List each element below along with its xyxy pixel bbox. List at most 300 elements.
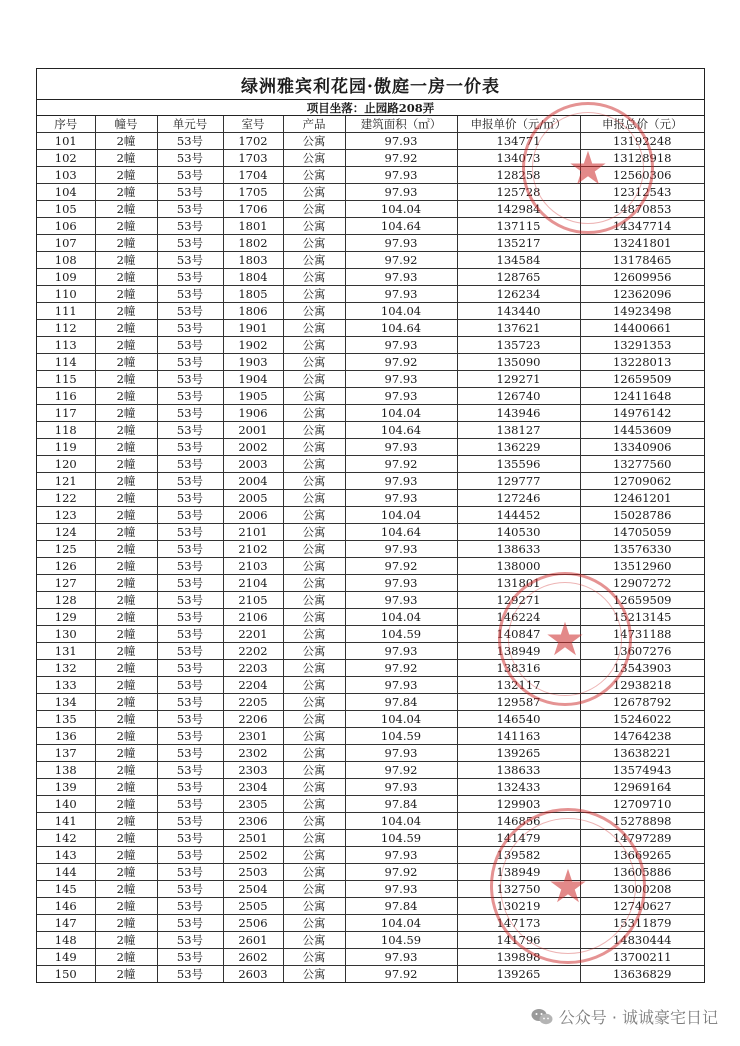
cell-index: 128: [37, 592, 95, 609]
cell-building: 2幢: [95, 677, 157, 694]
cell-area: 97.93: [345, 847, 457, 864]
cell-index: 133: [37, 677, 95, 694]
cell-product: 公寓: [283, 677, 345, 694]
cell-total-price: 15246022: [580, 711, 704, 728]
cell-building: 2幢: [95, 643, 157, 660]
cell-index: 150: [37, 966, 95, 983]
cell-index: 125: [37, 541, 95, 558]
cell-total-price: 14976142: [580, 405, 704, 422]
cell-building: 2幢: [95, 473, 157, 490]
cell-room: 1703: [223, 150, 283, 167]
cell-total-price: 12969164: [580, 779, 704, 796]
cell-building: 2幢: [95, 898, 157, 915]
cell-unit-price: 143440: [457, 303, 580, 320]
footer-watermark: [531, 1005, 718, 1028]
cell-unit: 53号: [157, 728, 223, 745]
cell-product: 公寓: [283, 779, 345, 796]
cell-unit: 53号: [157, 643, 223, 660]
cell-area: 97.92: [345, 252, 457, 269]
cell-room: 1804: [223, 269, 283, 286]
cell-area: 97.93: [345, 167, 457, 184]
cell-unit-price: 135217: [457, 235, 580, 252]
cell-building: 2幢: [95, 235, 157, 252]
cell-unit-price: 136229: [457, 439, 580, 456]
cell-product: 公寓: [283, 609, 345, 626]
cell-total-price: 13241801: [580, 235, 704, 252]
table-row: [37, 626, 704, 643]
cell-area: 97.92: [345, 864, 457, 881]
cell-unit-price: 139582: [457, 847, 580, 864]
cell-total-price: 12659509: [580, 592, 704, 609]
table-row: [37, 694, 704, 711]
cell-product: 公寓: [283, 830, 345, 847]
cell-unit-price: 138949: [457, 643, 580, 660]
cell-index: 109: [37, 269, 95, 286]
cell-unit-price: 127246: [457, 490, 580, 507]
cell-room: 1702: [223, 133, 283, 150]
cell-building: 2幢: [95, 626, 157, 643]
cell-building: 2幢: [95, 439, 157, 456]
table-row: [37, 388, 704, 405]
cell-area: 97.93: [345, 949, 457, 966]
cell-unit: 53号: [157, 575, 223, 592]
cell-unit-price: 138127: [457, 422, 580, 439]
table-row: [37, 167, 704, 184]
table-row: [37, 422, 704, 439]
cell-room: 2205: [223, 694, 283, 711]
cell-building: 2幢: [95, 320, 157, 337]
cell-area: 97.92: [345, 762, 457, 779]
table-row: [37, 609, 704, 626]
cell-product: 公寓: [283, 694, 345, 711]
cell-index: 147: [37, 915, 95, 932]
cell-index: 123: [37, 507, 95, 524]
cell-building: 2幢: [95, 813, 157, 830]
cell-unit: 53号: [157, 966, 223, 983]
cell-unit: 53号: [157, 541, 223, 558]
cell-area: 97.93: [345, 643, 457, 660]
cell-building: 2幢: [95, 507, 157, 524]
cell-unit-price: 141796: [457, 932, 580, 949]
cell-total-price: 14705059: [580, 524, 704, 541]
table-row: [37, 592, 704, 609]
cell-unit-price: 137115: [457, 218, 580, 235]
cell-area: 104.64: [345, 218, 457, 235]
table-header-row: [37, 116, 704, 133]
cell-room: 2505: [223, 898, 283, 915]
cell-unit: 53号: [157, 609, 223, 626]
cell-total-price: 12312543: [580, 184, 704, 201]
cell-unit-price: 135723: [457, 337, 580, 354]
cell-unit: 53号: [157, 813, 223, 830]
cell-building: 2幢: [95, 830, 157, 847]
cell-product: 公寓: [283, 507, 345, 524]
cell-room: 2003: [223, 456, 283, 473]
cell-product: 公寓: [283, 796, 345, 813]
cell-total-price: 14764238: [580, 728, 704, 745]
cell-index: 107: [37, 235, 95, 252]
cell-room: 1704: [223, 167, 283, 184]
cell-building: 2幢: [95, 575, 157, 592]
cell-area: 97.93: [345, 337, 457, 354]
cell-unit-price: 134584: [457, 252, 580, 269]
cell-building: 2幢: [95, 456, 157, 473]
cell-total-price: 14870853: [580, 201, 704, 218]
table-row: [37, 133, 704, 150]
cell-total-price: 12411648: [580, 388, 704, 405]
cell-area: 104.04: [345, 813, 457, 830]
cell-room: 2004: [223, 473, 283, 490]
cell-room: 2201: [223, 626, 283, 643]
cell-unit-price: 138633: [457, 762, 580, 779]
table-row: [37, 303, 704, 320]
cell-total-price: 13192248: [580, 133, 704, 150]
table-row: [37, 320, 704, 337]
cell-building: 2幢: [95, 490, 157, 507]
cell-index: 143: [37, 847, 95, 864]
table-row: [37, 337, 704, 354]
price-table: [37, 116, 704, 982]
cell-room: 1905: [223, 388, 283, 405]
table-row: [37, 847, 704, 864]
cell-room: 1803: [223, 252, 283, 269]
cell-total-price: 13576330: [580, 541, 704, 558]
cell-building: 2幢: [95, 779, 157, 796]
cell-unit: 53号: [157, 490, 223, 507]
header-unit: 单元号: [157, 116, 223, 133]
cell-building: 2幢: [95, 558, 157, 575]
cell-building: 2幢: [95, 252, 157, 269]
cell-index: 103: [37, 167, 95, 184]
project-location: 项目坐落：止园路208弄: [37, 100, 704, 116]
cell-area: 97.93: [345, 881, 457, 898]
cell-product: 公寓: [283, 371, 345, 388]
cell-room: 1705: [223, 184, 283, 201]
cell-unit-price: 129587: [457, 694, 580, 711]
table-row: [37, 473, 704, 490]
cell-building: 2幢: [95, 303, 157, 320]
cell-building: 2幢: [95, 864, 157, 881]
table-row: [37, 643, 704, 660]
cell-index: 132: [37, 660, 95, 677]
cell-area: 97.92: [345, 558, 457, 575]
cell-index: 106: [37, 218, 95, 235]
cell-index: 126: [37, 558, 95, 575]
cell-total-price: 12659509: [580, 371, 704, 388]
star-icon: ★: [547, 859, 589, 913]
cell-total-price: 12560306: [580, 167, 704, 184]
cell-product: 公寓: [283, 847, 345, 864]
cell-total-price: 12709062: [580, 473, 704, 490]
table-row: [37, 779, 704, 796]
cell-product: 公寓: [283, 405, 345, 422]
cell-product: 公寓: [283, 167, 345, 184]
cell-area: 97.93: [345, 575, 457, 592]
cell-index: 121: [37, 473, 95, 490]
price-sheet: [36, 68, 705, 983]
cell-total-price: 13607276: [580, 643, 704, 660]
cell-total-price: 12678792: [580, 694, 704, 711]
cell-area: 97.92: [345, 966, 457, 983]
table-row: [37, 456, 704, 473]
cell-total-price: 13291353: [580, 337, 704, 354]
cell-total-price: 13512960: [580, 558, 704, 575]
cell-area: 104.04: [345, 609, 457, 626]
cell-unit: 53号: [157, 660, 223, 677]
cell-total-price: 14923498: [580, 303, 704, 320]
table-row: [37, 405, 704, 422]
cell-room: 2001: [223, 422, 283, 439]
cell-unit-price: 125728: [457, 184, 580, 201]
cell-unit-price: 139265: [457, 966, 580, 983]
cell-building: 2幢: [95, 694, 157, 711]
table-row: [37, 864, 704, 881]
header-index: 序号: [37, 116, 95, 133]
cell-total-price: 15028786: [580, 507, 704, 524]
cell-building: 2幢: [95, 184, 157, 201]
cell-product: 公寓: [283, 711, 345, 728]
cell-building: 2幢: [95, 422, 157, 439]
cell-product: 公寓: [283, 388, 345, 405]
cell-room: 2504: [223, 881, 283, 898]
table-row: [37, 490, 704, 507]
cell-product: 公寓: [283, 235, 345, 252]
cell-unit: 53号: [157, 150, 223, 167]
cell-unit-price: 138633: [457, 541, 580, 558]
cell-total-price: 13605886: [580, 864, 704, 881]
cell-building: 2幢: [95, 592, 157, 609]
cell-room: 2202: [223, 643, 283, 660]
cell-unit-price: 146224: [457, 609, 580, 626]
cell-index: 110: [37, 286, 95, 303]
cell-unit: 53号: [157, 269, 223, 286]
cell-index: 113: [37, 337, 95, 354]
cell-product: 公寓: [283, 524, 345, 541]
cell-total-price: 13178465: [580, 252, 704, 269]
cell-building: 2幢: [95, 133, 157, 150]
table-row: [37, 932, 704, 949]
cell-unit-price: 130219: [457, 898, 580, 915]
cell-product: 公寓: [283, 864, 345, 881]
cell-area: 97.93: [345, 133, 457, 150]
table-row: [37, 796, 704, 813]
cell-area: 97.93: [345, 473, 457, 490]
cell-unit: 53号: [157, 881, 223, 898]
cell-unit-price: 139898: [457, 949, 580, 966]
cell-product: 公寓: [283, 949, 345, 966]
cell-area: 97.93: [345, 779, 457, 796]
cell-area: 97.92: [345, 150, 457, 167]
cell-room: 2601: [223, 932, 283, 949]
cell-room: 2501: [223, 830, 283, 847]
cell-room: 1906: [223, 405, 283, 422]
cell-unit: 53号: [157, 388, 223, 405]
table-row: [37, 235, 704, 252]
cell-product: 公寓: [283, 269, 345, 286]
table-row: [37, 711, 704, 728]
cell-product: 公寓: [283, 966, 345, 983]
cell-product: 公寓: [283, 354, 345, 371]
cell-index: 144: [37, 864, 95, 881]
table-row: [37, 762, 704, 779]
cell-product: 公寓: [283, 133, 345, 150]
cell-unit-price: 129271: [457, 592, 580, 609]
table-row: [37, 439, 704, 456]
cell-room: 2203: [223, 660, 283, 677]
cell-room: 2204: [223, 677, 283, 694]
cell-room: 1901: [223, 320, 283, 337]
cell-unit: 53号: [157, 337, 223, 354]
cell-product: 公寓: [283, 320, 345, 337]
cell-unit-price: 138949: [457, 864, 580, 881]
cell-index: 145: [37, 881, 95, 898]
cell-unit: 53号: [157, 932, 223, 949]
cell-area: 104.04: [345, 507, 457, 524]
table-row: [37, 660, 704, 677]
cell-product: 公寓: [283, 473, 345, 490]
cell-unit: 53号: [157, 779, 223, 796]
cell-total-price: 13669265: [580, 847, 704, 864]
cell-room: 2503: [223, 864, 283, 881]
cell-building: 2幢: [95, 269, 157, 286]
cell-product: 公寓: [283, 303, 345, 320]
cell-area: 104.59: [345, 626, 457, 643]
cell-unit-price: 140847: [457, 626, 580, 643]
table-row: [37, 558, 704, 575]
cell-product: 公寓: [283, 456, 345, 473]
cell-total-price: 12740627: [580, 898, 704, 915]
cell-unit-price: 138316: [457, 660, 580, 677]
cell-building: 2幢: [95, 915, 157, 932]
cell-index: 101: [37, 133, 95, 150]
cell-product: 公寓: [283, 762, 345, 779]
table-row: [37, 507, 704, 524]
cell-area: 104.04: [345, 915, 457, 932]
cell-product: 公寓: [283, 286, 345, 303]
cell-unit: 53号: [157, 184, 223, 201]
cell-unit: 53号: [157, 762, 223, 779]
cell-unit-price: 144452: [457, 507, 580, 524]
cell-index: 127: [37, 575, 95, 592]
cell-product: 公寓: [283, 150, 345, 167]
cell-area: 97.93: [345, 184, 457, 201]
cell-index: 131: [37, 643, 95, 660]
cell-index: 114: [37, 354, 95, 371]
table-row: [37, 915, 704, 932]
cell-area: 97.84: [345, 694, 457, 711]
cell-area: 97.84: [345, 796, 457, 813]
table-row: [37, 966, 704, 983]
cell-index: 136: [37, 728, 95, 745]
cell-room: 1903: [223, 354, 283, 371]
cell-room: 2301: [223, 728, 283, 745]
cell-unit-price: 142984: [457, 201, 580, 218]
cell-index: 105: [37, 201, 95, 218]
cell-index: 117: [37, 405, 95, 422]
cell-unit-price: 137621: [457, 320, 580, 337]
cell-total-price: 12709710: [580, 796, 704, 813]
cell-area: 97.92: [345, 354, 457, 371]
cell-product: 公寓: [283, 881, 345, 898]
cell-product: 公寓: [283, 813, 345, 830]
cell-unit: 53号: [157, 422, 223, 439]
cell-area: 104.59: [345, 830, 457, 847]
cell-building: 2幢: [95, 388, 157, 405]
cell-unit: 53号: [157, 320, 223, 337]
cell-total-price: 13543903: [580, 660, 704, 677]
cell-unit-price: 143946: [457, 405, 580, 422]
cell-product: 公寓: [283, 422, 345, 439]
cell-product: 公寓: [283, 490, 345, 507]
cell-unit: 53号: [157, 218, 223, 235]
cell-unit: 53号: [157, 507, 223, 524]
cell-unit: 53号: [157, 626, 223, 643]
cell-total-price: 14830444: [580, 932, 704, 949]
cell-index: 135: [37, 711, 95, 728]
cell-unit-price: 134771: [457, 133, 580, 150]
cell-product: 公寓: [283, 252, 345, 269]
cell-unit: 53号: [157, 439, 223, 456]
cell-index: 124: [37, 524, 95, 541]
cell-unit-price: 141163: [457, 728, 580, 745]
cell-index: 146: [37, 898, 95, 915]
cell-area: 97.92: [345, 456, 457, 473]
cell-room: 2006: [223, 507, 283, 524]
table-row: [37, 252, 704, 269]
cell-unit-price: 147173: [457, 915, 580, 932]
cell-room: 2306: [223, 813, 283, 830]
cell-unit-price: 141479: [457, 830, 580, 847]
table-row: [37, 830, 704, 847]
cell-building: 2幢: [95, 371, 157, 388]
cell-building: 2幢: [95, 745, 157, 762]
cell-product: 公寓: [283, 932, 345, 949]
cell-index: 102: [37, 150, 95, 167]
table-row: [37, 881, 704, 898]
cell-building: 2幢: [95, 966, 157, 983]
cell-unit: 53号: [157, 252, 223, 269]
cell-index: 108: [37, 252, 95, 269]
cell-room: 1904: [223, 371, 283, 388]
cell-total-price: 12362096: [580, 286, 704, 303]
cell-index: 140: [37, 796, 95, 813]
cell-area: 97.93: [345, 677, 457, 694]
cell-product: 公寓: [283, 660, 345, 677]
cell-unit: 53号: [157, 915, 223, 932]
cell-room: 2304: [223, 779, 283, 796]
cell-unit-price: 134073: [457, 150, 580, 167]
cell-room: 2005: [223, 490, 283, 507]
cell-index: 134: [37, 694, 95, 711]
cell-unit: 53号: [157, 694, 223, 711]
cell-area: 104.64: [345, 524, 457, 541]
cell-building: 2幢: [95, 541, 157, 558]
cell-area: 97.93: [345, 269, 457, 286]
cell-unit: 53号: [157, 949, 223, 966]
cell-building: 2幢: [95, 609, 157, 626]
cell-room: 2502: [223, 847, 283, 864]
cell-building: 2幢: [95, 949, 157, 966]
cell-unit: 53号: [157, 898, 223, 915]
table-row: [37, 728, 704, 745]
cell-product: 公寓: [283, 915, 345, 932]
cell-room: 1706: [223, 201, 283, 218]
cell-total-price: 12461201: [580, 490, 704, 507]
header-product: 产品: [283, 116, 345, 133]
table-row: [37, 813, 704, 830]
cell-unit-price: 126740: [457, 388, 580, 405]
header-unit-price: 申报单价（元/㎡）: [457, 116, 580, 133]
